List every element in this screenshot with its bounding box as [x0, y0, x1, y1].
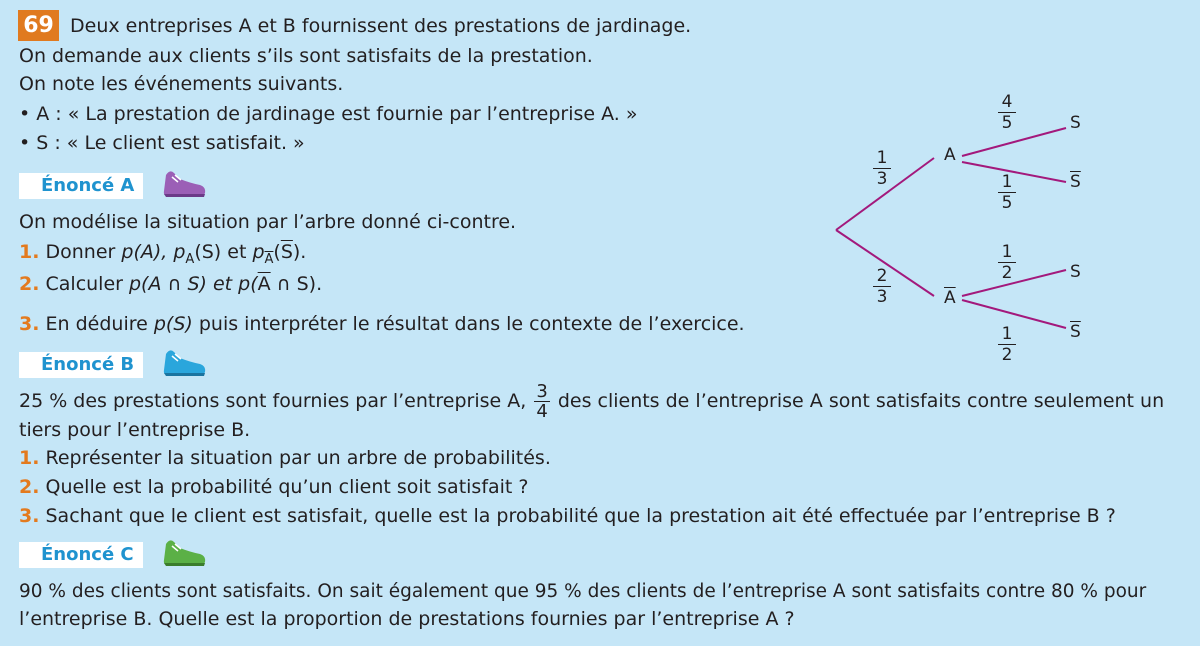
- enonce-b-line2: tiers pour l’entreprise B.: [19, 419, 251, 441]
- weight-A: $\frac{1}{3}$: [873, 148, 891, 189]
- enonce-a-intro: On modélise la situation par l’arbre donné ci-contre.: [19, 211, 517, 233]
- q1-p: p: [173, 241, 186, 263]
- frac-denominator: 4: [536, 401, 548, 422]
- q2-pre: Calculer: [45, 273, 129, 295]
- enonce-a-q2: [19, 272, 322, 296]
- b-q1-text: Représenter la situation par un arbre de probabilités.: [45, 447, 551, 469]
- node-Abar: $\overline{A}$: [944, 288, 956, 308]
- weight-A-S: $\frac{4}{5}$: [998, 92, 1016, 133]
- enonce-b-title: [19, 352, 143, 378]
- node-A: A: [944, 145, 956, 165]
- weight-Abar: $\frac{2}{3}$: [873, 266, 891, 307]
- q2-number: 2.: [19, 273, 40, 295]
- b-q1-number: 1.: [19, 447, 40, 469]
- leaf-Sbar-1: $\overline{S}$: [1070, 172, 1081, 192]
- enonce-a-q1: 1. Donner p(A), $p_A(S)$ et $p_{\overline{A}}(\overline{S})$.: [19, 241, 307, 267]
- enonce-a-q3: [19, 312, 745, 336]
- enonce-a-title: [19, 173, 143, 199]
- enonce-c-line1: 90 % des clients sont satisfaits. On sait également que 95 % des clients de l’entreprise A sont satisfaits contre 80 % pour: [19, 581, 1147, 602]
- enonce-c-title: [19, 542, 143, 568]
- b-q3-text: Sachant que le client est satisfait, quelle est la probabilité que la prestation ait été effectuée par l’entreprise B ?: [45, 505, 1116, 527]
- q2-p2: p(: [238, 273, 258, 295]
- weight-A-Sbar: $\frac{1}{5}$: [998, 172, 1016, 213]
- enonce-b-q3: [19, 504, 1116, 528]
- enonce-a-title-text: Énoncé A: [41, 175, 135, 196]
- q2-abar: $\overline{A}$: [257, 273, 271, 295]
- leaf-S-1: S: [1070, 113, 1081, 133]
- b-q2-text: Quelle est la probabilité qu’un client soit satisfait ?: [45, 476, 529, 498]
- enonce-c-title-text: Énoncé C: [41, 544, 134, 565]
- fraction-three-quarters: [534, 382, 549, 421]
- q1-sub2: A: [264, 251, 274, 267]
- q1-sbar: $\overline{S}$: [280, 241, 293, 263]
- q1-p2: p: [252, 241, 265, 263]
- leaf-Sbar-2: $\overline{S}$: [1070, 322, 1081, 342]
- intro-line-2: On demande aux clients s’ils sont satisfaits de la prestation.: [19, 45, 593, 67]
- q1-pA: p(A),: [121, 241, 174, 263]
- event-s: • S : « Le client est satisfait. »: [19, 132, 305, 154]
- q3-number: 3.: [19, 313, 40, 335]
- exercise-number-badge: 69: [18, 10, 59, 41]
- enonce-c-line2: l’entreprise B. Quelle est la proportion de prestations fournies par l’entreprise A ?: [19, 608, 795, 630]
- q1-pre: Donner: [45, 241, 122, 263]
- leaf-S-2: S: [1070, 262, 1081, 282]
- shoe-green-icon: [160, 534, 208, 570]
- q1-mid: (S) et: [194, 241, 253, 263]
- q1-number: 1.: [19, 241, 40, 263]
- enonce-b-line1-post: des clients de l’entreprise A sont satisfaits contre seulement un: [557, 390, 1165, 412]
- weight-Abar-S: $\frac{1}{2}$: [998, 242, 1016, 283]
- intro-line-3: On note les événements suivants.: [19, 73, 344, 95]
- shoe-purple-icon: [160, 165, 208, 201]
- intro-line-1: Deux entreprises A et B fournissent des prestations de jardinage.: [70, 15, 692, 37]
- q3-end: puis interpréter le résultat dans le contexte de l’exercice.: [192, 313, 745, 335]
- q2-p1: p(A ∩ S) et: [129, 273, 239, 295]
- enonce-b-line1-pre: 25 % des prestations sont fournies par l’entreprise A,: [19, 390, 527, 412]
- q2-end: ∩ S).: [270, 273, 323, 295]
- q3-pre: En déduire: [45, 313, 154, 335]
- b-q3-number: 3.: [19, 505, 40, 527]
- weight-Abar-Sbar: $\frac{1}{2}$: [998, 324, 1016, 365]
- enonce-b-q2: [19, 475, 529, 499]
- b-q2-number: 2.: [19, 476, 40, 498]
- enonce-b-line1: [19, 380, 1164, 422]
- frac-numerator: 3: [536, 381, 548, 402]
- enonce-b-q1: [19, 446, 551, 470]
- q1-sub: A: [185, 251, 195, 267]
- q3-p: p(S): [153, 313, 193, 335]
- event-a: • A : « La prestation de jardinage est fournie par l’entreprise A. »: [19, 103, 638, 125]
- shoe-blue-icon: [160, 344, 208, 380]
- enonce-b-title-text: Énoncé B: [41, 354, 135, 375]
